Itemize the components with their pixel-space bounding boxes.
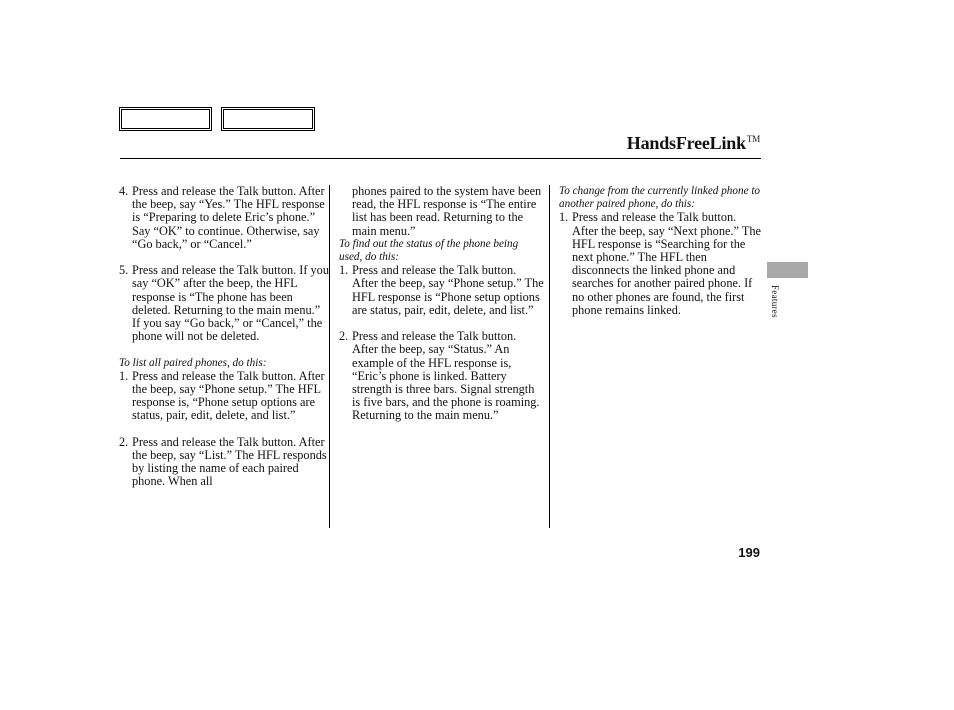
change-phone-intro: To change from the currently linked phone to another paired phone, do this: xyxy=(559,185,761,211)
list-phones-intro: To list all paired phones, do this: xyxy=(119,356,267,369)
step-text: Press and release the Talk button. If you say “OK” after the beep, the HFL response is “The phone has been deleted. Returning to the main menu.” If you say “Go back,” or “Cancel,” the phone will not be deleted. xyxy=(132,263,329,344)
page-title xyxy=(627,133,760,154)
step-4 xyxy=(119,185,329,251)
step-text: Press and release the Talk button. After the beep, say “Yes.” The HFL response is “Preparing to delete Eric’s phone.” Say “OK” to continue. Otherwise, say “Go back,” or “Cancel.” xyxy=(132,184,325,251)
step-5 xyxy=(119,264,329,343)
section-tab xyxy=(767,262,808,278)
step-number: 2. xyxy=(339,329,349,344)
status-step-2 xyxy=(339,330,544,422)
step-number: 4. xyxy=(119,184,129,198)
step-text: Press and release the Talk button. After the beep, say “Status.” An example of the HFL response is, “Eric’s phone is linked. Battery strength is three bars. Signal strength is five bars, and the phone is roaming. Returning to the main menu.” xyxy=(352,329,540,423)
step-number: 1. xyxy=(559,210,569,225)
step-number: 1. xyxy=(339,263,349,278)
trademark-mark: TM xyxy=(746,134,760,144)
step-text: Press and release the Talk button. After the beep, say “Phone setup.” The HFL response is “Phone setup options are status, pair, edit, delete, and list.” xyxy=(352,263,544,317)
column-divider xyxy=(329,185,330,528)
status-step-1 xyxy=(339,264,544,317)
page-title-text: HandsFreeLink xyxy=(626,133,746,153)
section-label: Features xyxy=(770,285,780,318)
list-step-1 xyxy=(119,370,329,423)
next-page-button[interactable] xyxy=(221,107,315,131)
page-number: 199 xyxy=(738,545,760,560)
list-step-2 xyxy=(119,436,329,489)
step-text: Press and release the Talk button. After the beep, say “Phone setup.” The HFL response is, “Phone setup options are status, pair, edit, delete, and list.” xyxy=(132,368,325,423)
step-number: 5. xyxy=(119,263,129,278)
header-rule xyxy=(120,158,761,159)
step-text: Press and release the Talk button. After the beep, say “Next phone.” The HFL response is “Searching for the next phone.” The HFL then disconnects the linked phone and searches for another paired phone. If no other phones are found, the first phone remains linked. xyxy=(572,210,761,317)
previous-page-button[interactable] xyxy=(119,107,212,131)
column-3 xyxy=(559,185,761,330)
step-text: Press and release the Talk button. After the beep, say “List.” The HFL responds by listing the name of each paired phone. When all xyxy=(132,434,327,489)
step-number: 2. xyxy=(119,434,129,449)
column-2 xyxy=(339,185,544,436)
column-divider xyxy=(549,185,550,528)
change-step-1 xyxy=(559,211,761,317)
column-1 xyxy=(119,185,329,502)
step-number: 1. xyxy=(119,368,129,383)
status-intro: To find out the status of the phone being used, do this: xyxy=(339,237,519,264)
list-continuation: phones paired to the system have been read, the HFL response is “The entire list has been read. Returning to the main menu.” xyxy=(352,184,542,238)
